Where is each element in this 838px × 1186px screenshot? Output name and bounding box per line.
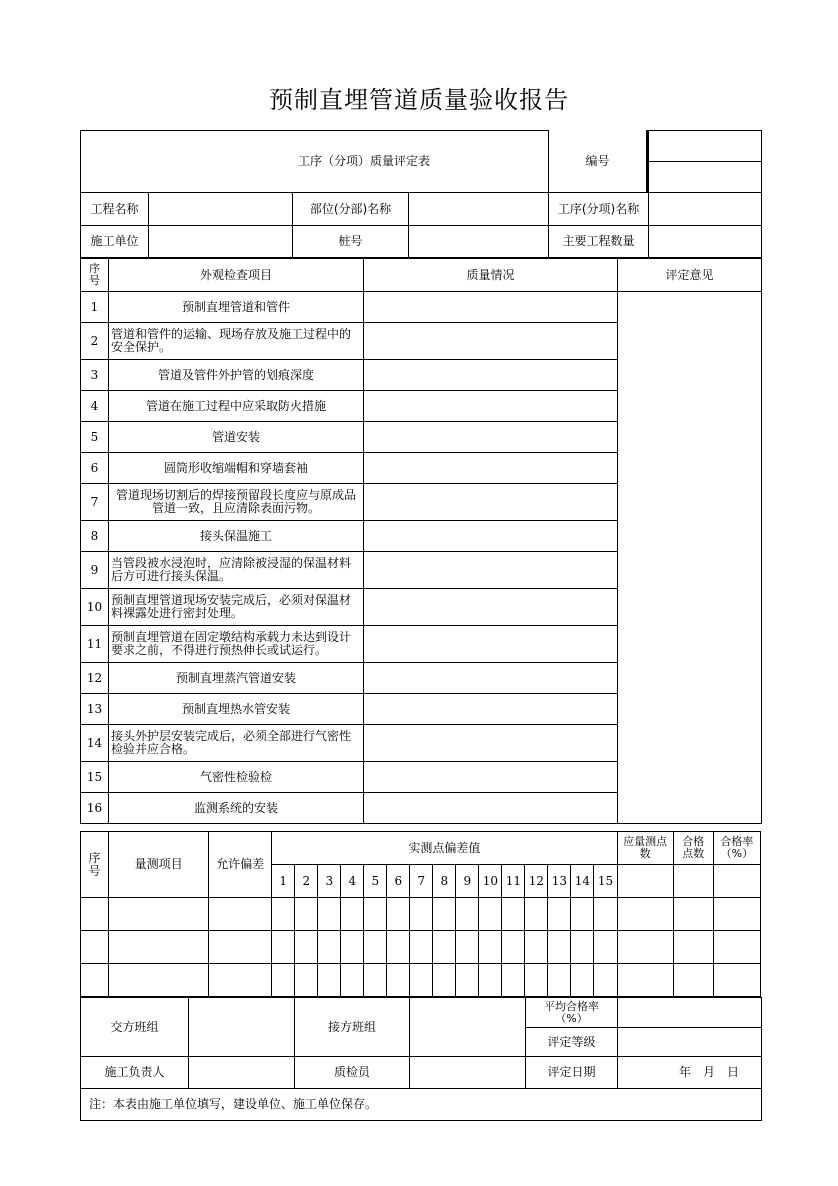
measurement-cell[interactable] — [387, 964, 410, 997]
inspector-field[interactable] — [410, 1057, 526, 1089]
inspection-row-no: 6 — [81, 453, 109, 484]
pile-no-field[interactable] — [409, 226, 549, 258]
deviation-point-header: 15 — [594, 865, 617, 898]
deviation-point-header: 13 — [548, 865, 571, 898]
deviation-point-header: 1 — [272, 865, 295, 898]
measurement-cell[interactable] — [433, 898, 456, 931]
inspection-row-item: 管道现场切割后的焊接预留段长度应与原成品管道一致，且应清除表面污物。 — [109, 484, 364, 521]
measurement-cell[interactable] — [81, 931, 109, 964]
deviation-point-header: 2 — [295, 865, 318, 898]
measurement-cell[interactable] — [617, 964, 673, 997]
measure-tolerance-header: 允许偏差 — [209, 832, 272, 898]
measurement-cell[interactable] — [594, 964, 617, 997]
code-field-1[interactable] — [649, 131, 762, 162]
inspection-row-no: 7 — [81, 484, 109, 521]
inspection-row-no: 11 — [81, 626, 109, 663]
footer-table — [80, 997, 762, 1121]
measurement-cell[interactable] — [456, 898, 479, 931]
measurement-cell[interactable] — [109, 898, 209, 931]
measurement-cell[interactable] — [81, 964, 109, 997]
measurement-row — [81, 964, 761, 997]
measurement-cell[interactable] — [109, 931, 209, 964]
project-name-label: 工程名称 — [81, 193, 149, 226]
measurement-row — [81, 931, 761, 964]
measure-item-header: 量测项目 — [109, 832, 209, 898]
measurement-cell[interactable] — [272, 964, 295, 997]
deviation-point-header: 11 — [502, 865, 525, 898]
inspection-row-quality[interactable] — [364, 323, 618, 360]
measurement-cell[interactable] — [525, 898, 548, 931]
main-quantity-field[interactable] — [649, 226, 762, 258]
inspection-row-quality[interactable] — [364, 422, 618, 453]
document-title: 预制直埋管道质量验收报告 — [269, 86, 569, 114]
deviation-point-header: 10 — [479, 865, 502, 898]
inspection-row-item: 管道及管件外护管的划痕深度 — [109, 360, 364, 391]
inspection-row-item: 管道安装 — [109, 422, 364, 453]
measurement-cell[interactable] — [548, 964, 571, 997]
deviation-point-header: 6 — [387, 865, 410, 898]
measurement-cell[interactable] — [209, 898, 272, 931]
inspection-quality-header: 质量情况 — [364, 259, 618, 292]
pile-no-label: 桩号 — [293, 226, 409, 258]
measure-seq-header: 序号 — [81, 832, 109, 898]
inspection-row-quality[interactable] — [364, 292, 618, 323]
measurement-cell[interactable] — [295, 898, 318, 931]
construction-unit-field[interactable] — [149, 226, 293, 258]
inspection-row-quality[interactable] — [364, 521, 618, 552]
part-name-label: 部位(分部)名称 — [293, 193, 409, 226]
inspection-row-item: 管道在施工过程中应采取防火措施 — [109, 391, 364, 422]
inspection-row-item: 监测系统的安装 — [109, 793, 364, 824]
inspector-label: 质检员 — [295, 1057, 410, 1089]
measurement-cell[interactable] — [456, 964, 479, 997]
measurement-cell[interactable] — [617, 931, 673, 964]
part-name-field[interactable] — [409, 193, 549, 226]
measurement-cell[interactable] — [295, 964, 318, 997]
leader-label: 施工负责人 — [81, 1057, 189, 1089]
deviation-point-header: 8 — [433, 865, 456, 898]
measurement-cell[interactable] — [364, 898, 387, 931]
inspection-row-quality[interactable] — [364, 694, 618, 725]
inspection-row-quality[interactable] — [364, 725, 618, 762]
inspection-row-quality[interactable] — [364, 552, 618, 589]
measurement-cell[interactable] — [318, 931, 341, 964]
inspection-row-quality[interactable] — [364, 762, 618, 793]
measure-deviation-header: 实测点偏差值 — [272, 832, 617, 865]
inspection-row-no: 3 — [81, 360, 109, 391]
inspection-row-no: 4 — [81, 391, 109, 422]
inspection-row-item: 接头保温施工 — [109, 521, 364, 552]
footer-note: 注：本表由施工单位填写，建设单位、施工单位保存。 — [81, 1089, 762, 1121]
inspection-row-no: 9 — [81, 552, 109, 589]
avg-rate-label: 平均合格率（%） — [526, 998, 618, 1028]
measurement-cell[interactable] — [272, 898, 295, 931]
measurement-cell[interactable] — [713, 898, 760, 931]
measurement-cell[interactable] — [410, 931, 433, 964]
deviation-point-header: 5 — [364, 865, 387, 898]
inspection-row-quality[interactable] — [364, 663, 618, 694]
code-label: 编号 — [548, 130, 647, 192]
measurement-cell[interactable] — [525, 931, 548, 964]
measurement-cell[interactable] — [548, 931, 571, 964]
inspection-row-quality[interactable] — [364, 484, 618, 521]
inspection-row-quality[interactable] — [364, 453, 618, 484]
inspection-row-item: 接头外护层安装完成后，必须全部进行气密性检验并应合格。 — [109, 725, 364, 762]
deviation-point-header: 4 — [341, 865, 364, 898]
header-table — [80, 130, 762, 258]
construction-unit-label: 施工单位 — [81, 226, 149, 258]
date-field[interactable]: 年 月 日 — [618, 1057, 762, 1089]
inspection-row-no: 10 — [81, 589, 109, 626]
inspection-row — [81, 292, 762, 323]
measurement-cell[interactable] — [341, 931, 364, 964]
inspection-row-item: 当管段被水浸泡时，应清除被浸湿的保温材料后方可进行接头保温。 — [109, 552, 364, 589]
inspection-row-no: 14 — [81, 725, 109, 762]
measurement-cell[interactable] — [456, 931, 479, 964]
measurement-cell[interactable] — [713, 964, 760, 997]
inspection-row-no: 13 — [81, 694, 109, 725]
inspection-row-item: 气密性检验检 — [109, 762, 364, 793]
measurement-cell[interactable] — [318, 898, 341, 931]
inspection-table — [80, 258, 762, 824]
measurement-cell[interactable] — [364, 931, 387, 964]
inspection-seq-header: 序号 — [81, 259, 109, 292]
measurement-cell[interactable] — [502, 931, 525, 964]
inspection-row-item: 预制直埋热水管安装 — [109, 694, 364, 725]
measurement-cell[interactable] — [479, 931, 502, 964]
inspection-row-quality[interactable] — [364, 793, 618, 824]
handover-field[interactable] — [189, 998, 295, 1057]
grade-field[interactable] — [618, 1028, 762, 1057]
deviation-point-header: 9 — [456, 865, 479, 898]
deviation-point-header: 7 — [410, 865, 433, 898]
inspection-item-header: 外观检查项目 — [109, 259, 364, 292]
inspection-row-quality[interactable] — [364, 360, 618, 391]
measurement-cell[interactable] — [479, 964, 502, 997]
measurement-cell[interactable] — [81, 898, 109, 931]
deviation-point-header: 12 — [525, 865, 548, 898]
should-count-header: 应量测点数 — [617, 832, 673, 865]
inspection-row-item: 预制直埋管道现场安装完成后，必须对保温材料裸露处进行密封处理。 — [109, 589, 364, 626]
measurement-cell[interactable] — [502, 898, 525, 931]
measurement-cell[interactable] — [410, 964, 433, 997]
inspection-row-no: 5 — [81, 422, 109, 453]
inspection-row-no: 15 — [81, 762, 109, 793]
measurement-cell[interactable] — [571, 898, 594, 931]
date-label: 评定日期 — [526, 1057, 618, 1089]
measurement-cell[interactable] — [272, 931, 295, 964]
measurement-cell[interactable] — [433, 931, 456, 964]
inspection-opinion-field[interactable] — [618, 292, 762, 824]
measurement-cell[interactable] — [410, 898, 433, 931]
measurement-cell[interactable] — [318, 964, 341, 997]
measurement-cell[interactable] — [387, 931, 410, 964]
measurement-cell[interactable] — [479, 898, 502, 931]
measurement-cell[interactable] — [673, 931, 713, 964]
measurement-cell[interactable] — [548, 898, 571, 931]
main-quantity-label: 主要工程数量 — [549, 226, 649, 258]
inspection-row-quality[interactable] — [364, 626, 618, 663]
measurement-row — [81, 898, 761, 931]
inspection-row-no: 8 — [81, 521, 109, 552]
inspection-row-item: 预制直埋管道和管件 — [109, 292, 364, 323]
pass-count-header: 合格点数 — [673, 832, 713, 865]
measurement-cell[interactable] — [209, 931, 272, 964]
handover-label: 交方班组 — [81, 998, 189, 1057]
measurement-cell[interactable] — [341, 898, 364, 931]
measurement-cell[interactable] — [433, 964, 456, 997]
process-name-label: 工序(分项)名称 — [549, 193, 649, 226]
inspection-row-quality[interactable] — [364, 391, 618, 422]
measurement-cell[interactable] — [617, 898, 673, 931]
inspection-row-item: 管道和管件的运输、现场存放及施工过程中的安全保护。 — [109, 323, 364, 360]
inspection-opinion-header: 评定意见 — [618, 259, 762, 292]
measurement-cell[interactable] — [594, 898, 617, 931]
measurement-cell[interactable] — [594, 931, 617, 964]
measurement-cell[interactable] — [673, 964, 713, 997]
measurement-cell[interactable] — [295, 931, 318, 964]
process-name-field[interactable] — [649, 193, 762, 226]
leader-field[interactable] — [189, 1057, 295, 1089]
inspection-row-no: 2 — [81, 323, 109, 360]
pass-rate-header: 合格率（%） — [713, 832, 760, 865]
grade-label: 评定等级 — [526, 1028, 618, 1057]
measurement-cell[interactable] — [209, 964, 272, 997]
measurement-cell[interactable] — [502, 964, 525, 997]
measurement-table — [80, 831, 761, 997]
deviation-point-header: 3 — [318, 865, 341, 898]
measurement-cell[interactable] — [571, 931, 594, 964]
receiver-field[interactable] — [410, 998, 526, 1057]
measurement-cell[interactable] — [713, 931, 760, 964]
deviation-point-header: 14 — [571, 865, 594, 898]
inspection-row-item: 预制直埋管道在固定墩结构承载力未达到设计要求之前，不得进行预热伸长或试运行。 — [109, 626, 364, 663]
measurement-cell[interactable] — [387, 898, 410, 931]
measurement-cell[interactable] — [525, 964, 548, 997]
inspection-row-item: 预制直埋蒸汽管道安装 — [109, 663, 364, 694]
project-name-field[interactable] — [149, 193, 293, 226]
form-name: 工序（分项）质量评定表 — [81, 131, 648, 193]
inspection-row-no: 12 — [81, 663, 109, 694]
code-field-2[interactable] — [649, 162, 762, 193]
inspection-row-quality[interactable] — [364, 589, 618, 626]
measurement-cell[interactable] — [341, 964, 364, 997]
inspection-row-no: 1 — [81, 292, 109, 323]
measurement-cell[interactable] — [109, 964, 209, 997]
inspection-row-item: 圆筒形收缩端帽和穿墙套袖 — [109, 453, 364, 484]
avg-rate-field[interactable] — [618, 998, 762, 1028]
receiver-label: 接方班组 — [295, 998, 410, 1057]
measurement-cell[interactable] — [673, 898, 713, 931]
inspection-row-no: 16 — [81, 793, 109, 824]
measurement-cell[interactable] — [571, 964, 594, 997]
measurement-cell[interactable] — [364, 964, 387, 997]
